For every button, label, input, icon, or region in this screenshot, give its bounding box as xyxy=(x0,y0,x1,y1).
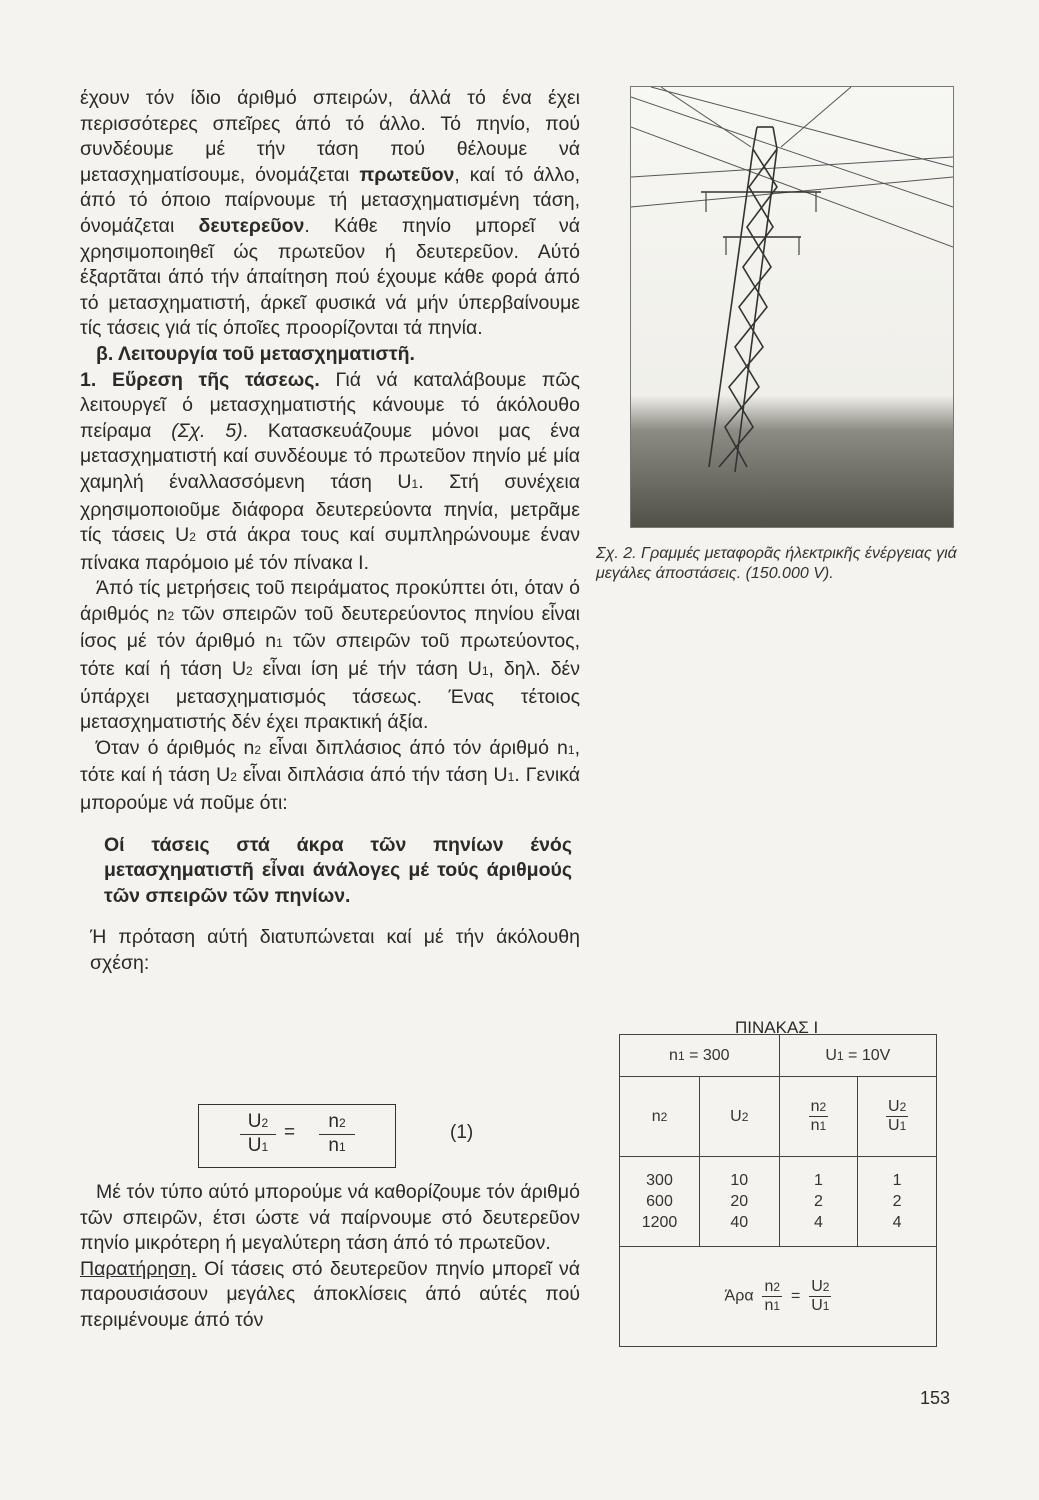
term-secondary: δευτερεῦον xyxy=(198,214,305,237)
equation-number: (1) xyxy=(450,1122,474,1143)
paragraph: 1. Εὕρεση τῆς τάσεως. Γιά νά καταλάβουμε πῶς λειτουργεῖ ό μετασχηματιστής κάνουμε τό άκόλουθο πείραμα (Σχ. 5). Κατασκευάζουμε μόνοι μας ένα μετασχηματιστή καί συνδέουμε τό πρωτεῦον πηνίο μέ μία χαμηλή έναλλασσόμενη τάση U1. Στή συνέχεια χρησιμοποιοῦμε διάφορα δευτερεύοντα πηνία, μετρᾶμε τίς τάσεις U2 στά άκρα τους καί συμπληρώνουμε έναν πίνακα παρόμοιο μέ τόν πίνακα Ι. xyxy=(80,368,581,574)
page-number: 153 xyxy=(920,1388,951,1408)
table-header-row xyxy=(620,1035,937,1077)
transmission-tower-illustration xyxy=(631,87,953,527)
paragraph: Παρατήρηση. Οί τάσεις στό δευτερεῦον πηνίο μπορεῖ νά παρουσιάσουν μεγάλες άποκλίσεις άπό αύτές πού περιμένουμε άπό τόν xyxy=(80,1257,581,1331)
subsection-heading: 1. Εὕρεση τῆς τάσεως. xyxy=(80,368,320,391)
power-line-photo xyxy=(630,86,954,528)
law-statement: Οί τάσεις στά άκρα τῶν πηνίων ένός μετασχηματιστῆ εἶναι άνάλογες μέ τούς άριθμούς τῶν σπειρῶν τῶν πηνίων. xyxy=(104,833,572,907)
conclusion-cell: Άρα $\frac{n2}{n1}$ = $\frac{U2}{U1}$ xyxy=(620,1247,937,1347)
equation-box xyxy=(198,1104,396,1168)
data-table xyxy=(619,1034,937,1347)
U2-values: 10 20 40 xyxy=(700,1157,780,1247)
paragraph: Ή πρόταση αύτή διατυπώνεται καί μέ τήν άκόλουθη σχέση: xyxy=(90,926,580,974)
table-conclusion-row xyxy=(620,1247,937,1347)
cell-U1: U1 = 10V xyxy=(779,1035,936,1077)
ara-label: Άρα xyxy=(724,1287,754,1305)
header-n2: n2 xyxy=(620,1077,700,1157)
header-ratio-U: $\frac{U2}{U1}$ xyxy=(858,1077,937,1157)
ratio-U-values: 1 2 4 xyxy=(858,1157,937,1247)
term-primary: πρωτεῦον xyxy=(359,163,455,186)
ratio-n-values: 1 2 4 xyxy=(779,1157,858,1247)
note-label: Παρατήρηση. xyxy=(80,1257,197,1280)
table-column-row xyxy=(620,1077,937,1157)
n2-values: 300 600 1200 xyxy=(620,1157,700,1247)
paragraph: Άπό τίς μετρήσεις τοῦ πειράματος προκύπτει ότι, όταν ό άριθμός n2 τῶν σπειρῶν τοῦ δευτερεύοντος πηνίου εἶναι ίσος μέ τόν άριθμό n1 τῶν σπειρῶν τοῦ πρωτεύοντος, τότε καί ή τάση U2 εἶναι ίση μέ τήν τάση U1, δηλ. δέν ύπάρχει μετασχηματισμός τάσεως. Ένας τέτοιος μετασχηματιστής δέν έχει πρακτική άξία. xyxy=(80,577,580,734)
paragraph: Όταν ό άριθμός n2 εἶναι διπλάσιος άπό τόν άριθμό n1, τότε καί ή τάση U2 εἶναι διπλάσια άπό τήν τάση U1. Γενικά μπορούμε νά ποῦμε ότι: xyxy=(80,736,581,815)
fraction-U: $\frac{U2}{U1}$ xyxy=(240,1111,276,1158)
table-row xyxy=(620,1157,937,1247)
header-U2: U2 xyxy=(700,1077,780,1157)
header-ratio-n: $\frac{n2}{n1}$ xyxy=(779,1077,858,1157)
table-title: ΠΙΝΑΚΑΣ Ι xyxy=(735,1018,819,1037)
figure-reference: (Σχ. 5) xyxy=(171,419,243,442)
cell-n1: n1 = 300 xyxy=(620,1035,780,1077)
equals-sign: = xyxy=(284,1122,296,1143)
fraction-n: $\frac{n2}{n1}$ xyxy=(319,1111,355,1158)
paragraph: έχουν τόν ίδιο άριθμό σπειρών, άλλά τό ένα έχει περισσότερες σπεῖρες άπό τό άλλο. Τό πηνίο, πού συνδέουμε μέ τήν τάση πού θέλουμε νά μετασχηματίσουμε, όνομάζεται πρωτεῦον, καί τό άλλο, άπό τό όποιο παίρνουμε τή μετασχηματισμένη τάση, όνομάζεται δευτερεῦον. Κάθε πηνίο μπορεῖ νά χρησιμοποιηθεῖ ώς πρωτεῦον ή δευτερεῦον. Αύτό έξαρτᾶται άπό τήν άπαίτηση πού έχουμε κάθε φορά άπό τό μετασχηματιστή, άρκεῖ φυσικά νά μήν ύπερβαίνουμε τίς τάσεις γιά τίς όποῖες προορίζονται τά πηνία. xyxy=(80,87,581,340)
section-heading: β. Λειτουργία τοῦ μετασχηματιστῆ. xyxy=(96,342,415,365)
text-column-bottom xyxy=(80,1180,580,1334)
main-text-column xyxy=(80,86,580,977)
figure-caption: Σχ. 2. Γραμμές μεταφορᾶς ήλεκτρικῆς ένέργειας γιά μεγάλες άποστάσεις. (150.000 V). xyxy=(596,545,957,582)
paragraph: Μέ τόν τύπο αύτό μπορούμε νά καθορίζουμε τόν άριθμό τῶν σπειρῶν, έτσι ώστε νά παίρνουμε στό δευτερεῦον πηνίο μικρότερη ή μεγαλύτερη τάση άπό τό πρωτεῦον. xyxy=(80,1181,580,1255)
